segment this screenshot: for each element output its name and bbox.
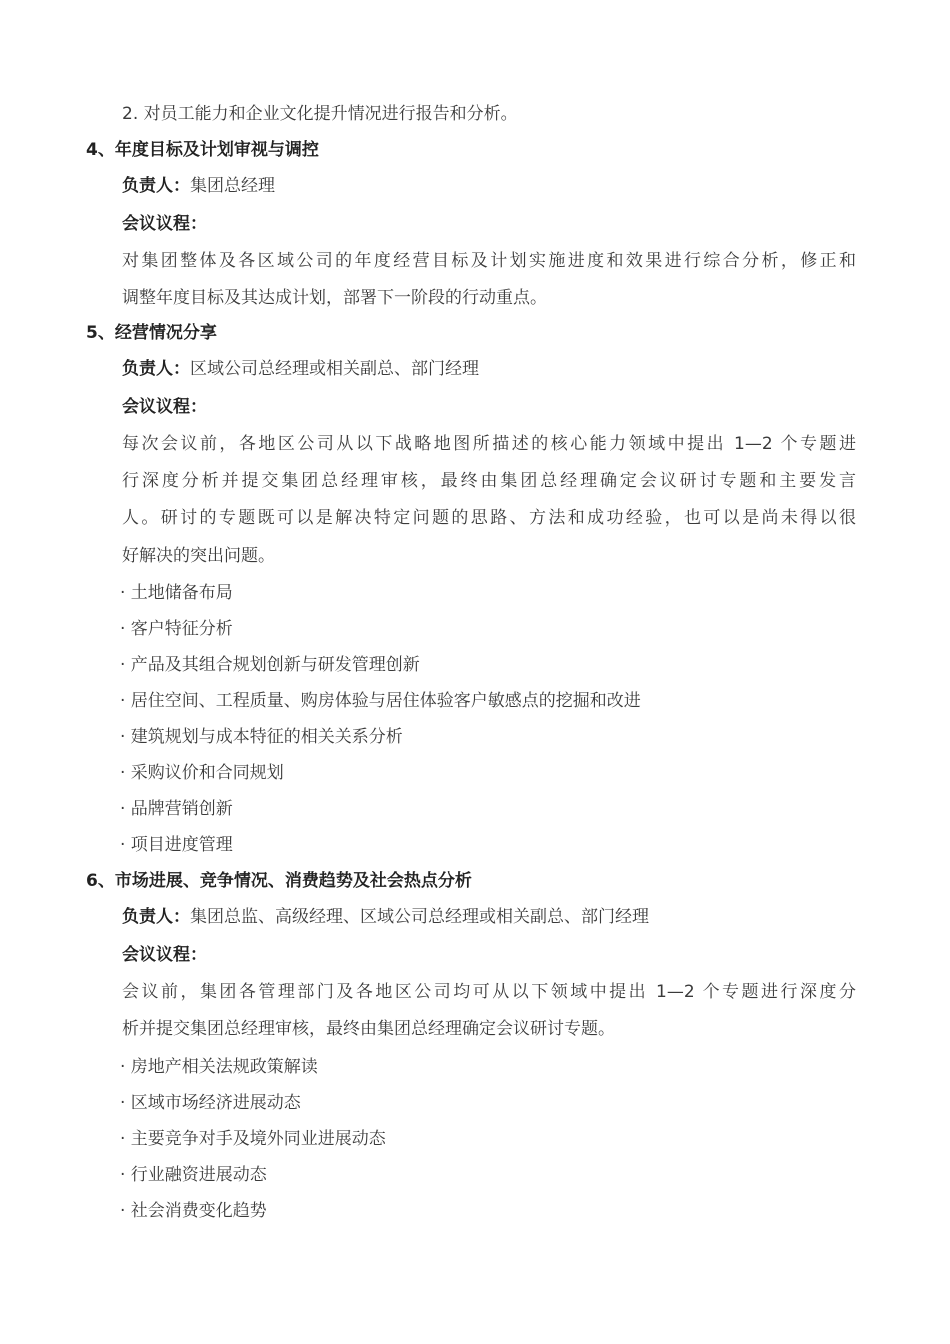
list-item: · 房地产相关法规政策解读 [120,1057,318,1077]
owner-label: 负责人： [122,359,190,379]
list-item: · 建筑规划与成本特征的相关关系分析 [120,727,403,747]
numbered-item-2: 2. 对员工能力和企业文化提升情况进行报告和分析。 [122,104,518,124]
section-4-agenda-text: 对集团整体及各区域公司的年度经营目标及计划实施进度和效果进行综合分析，修正和 [122,251,856,271]
section-4-agenda-label: 会议议程： [122,214,207,234]
list-item: · 区域市场经济进展动态 [120,1093,301,1113]
section-5-agenda-label: 会议议程： [122,397,207,417]
section-6-agenda-label: 会议议程： [122,945,207,965]
list-item: · 品牌营销创新 [120,799,233,819]
section-5-agenda-text: 人。研讨的专题既可以是解决特定问题的思路、方法和成功经验，也可以是尚未得以很 [122,508,856,528]
owner-label: 负责人： [122,176,190,196]
section-6-owner [122,905,649,929]
section-5-agenda-text: 好解决的突出问题。 [122,546,275,566]
section-5-heading: 5、经营情况分享 [86,323,217,343]
section-6-heading: 6、市场进展、竞争情况、消费趋势及社会热点分析 [86,871,472,891]
list-item: · 行业融资进展动态 [120,1165,267,1185]
list-item: · 产品及其组合规划创新与研发管理创新 [120,655,420,675]
owner-value: 区域公司总经理或相关副总、部门经理 [190,359,479,379]
section-4-owner [122,174,275,198]
section-4-agenda-text: 调整年度目标及其达成计划，部署下一阶段的行动重点。 [122,288,547,308]
section-6-agenda-text: 会议前，集团各管理部门及各地区公司均可从以下领域中提出 1—2 个专题进行深度分 [122,982,856,1002]
owner-value: 集团总监、高级经理、区域公司总经理或相关副总、部门经理 [190,907,649,927]
list-item: · 土地储备布局 [120,583,233,603]
section-6-agenda-text: 析并提交集团总经理审核，最终由集团总经理确定会议研讨专题。 [122,1019,615,1039]
section-5-owner [122,357,479,381]
section-4-heading: 4、年度目标及计划审视与调控 [86,140,319,160]
list-item: · 居住空间、工程质量、购房体验与居住体验客户敏感点的挖掘和改进 [120,691,641,711]
section-5-agenda-text: 每次会议前，各地区公司从以下战略地图所描述的核心能力领域中提出 1—2 个专题进 [122,434,856,454]
owner-value: 集团总经理 [190,176,275,196]
list-item: · 主要竞争对手及境外同业进展动态 [120,1129,386,1149]
list-item: · 采购议价和合同规划 [120,763,284,783]
list-item: · 项目进度管理 [120,835,233,855]
section-5-agenda-text: 行深度分析并提交集团总经理审核，最终由集团总经理确定会议研讨专题和主要发言 [122,471,856,491]
owner-label: 负责人： [122,907,190,927]
list-item: · 社会消费变化趋势 [120,1201,267,1221]
list-item: · 客户特征分析 [120,619,233,639]
